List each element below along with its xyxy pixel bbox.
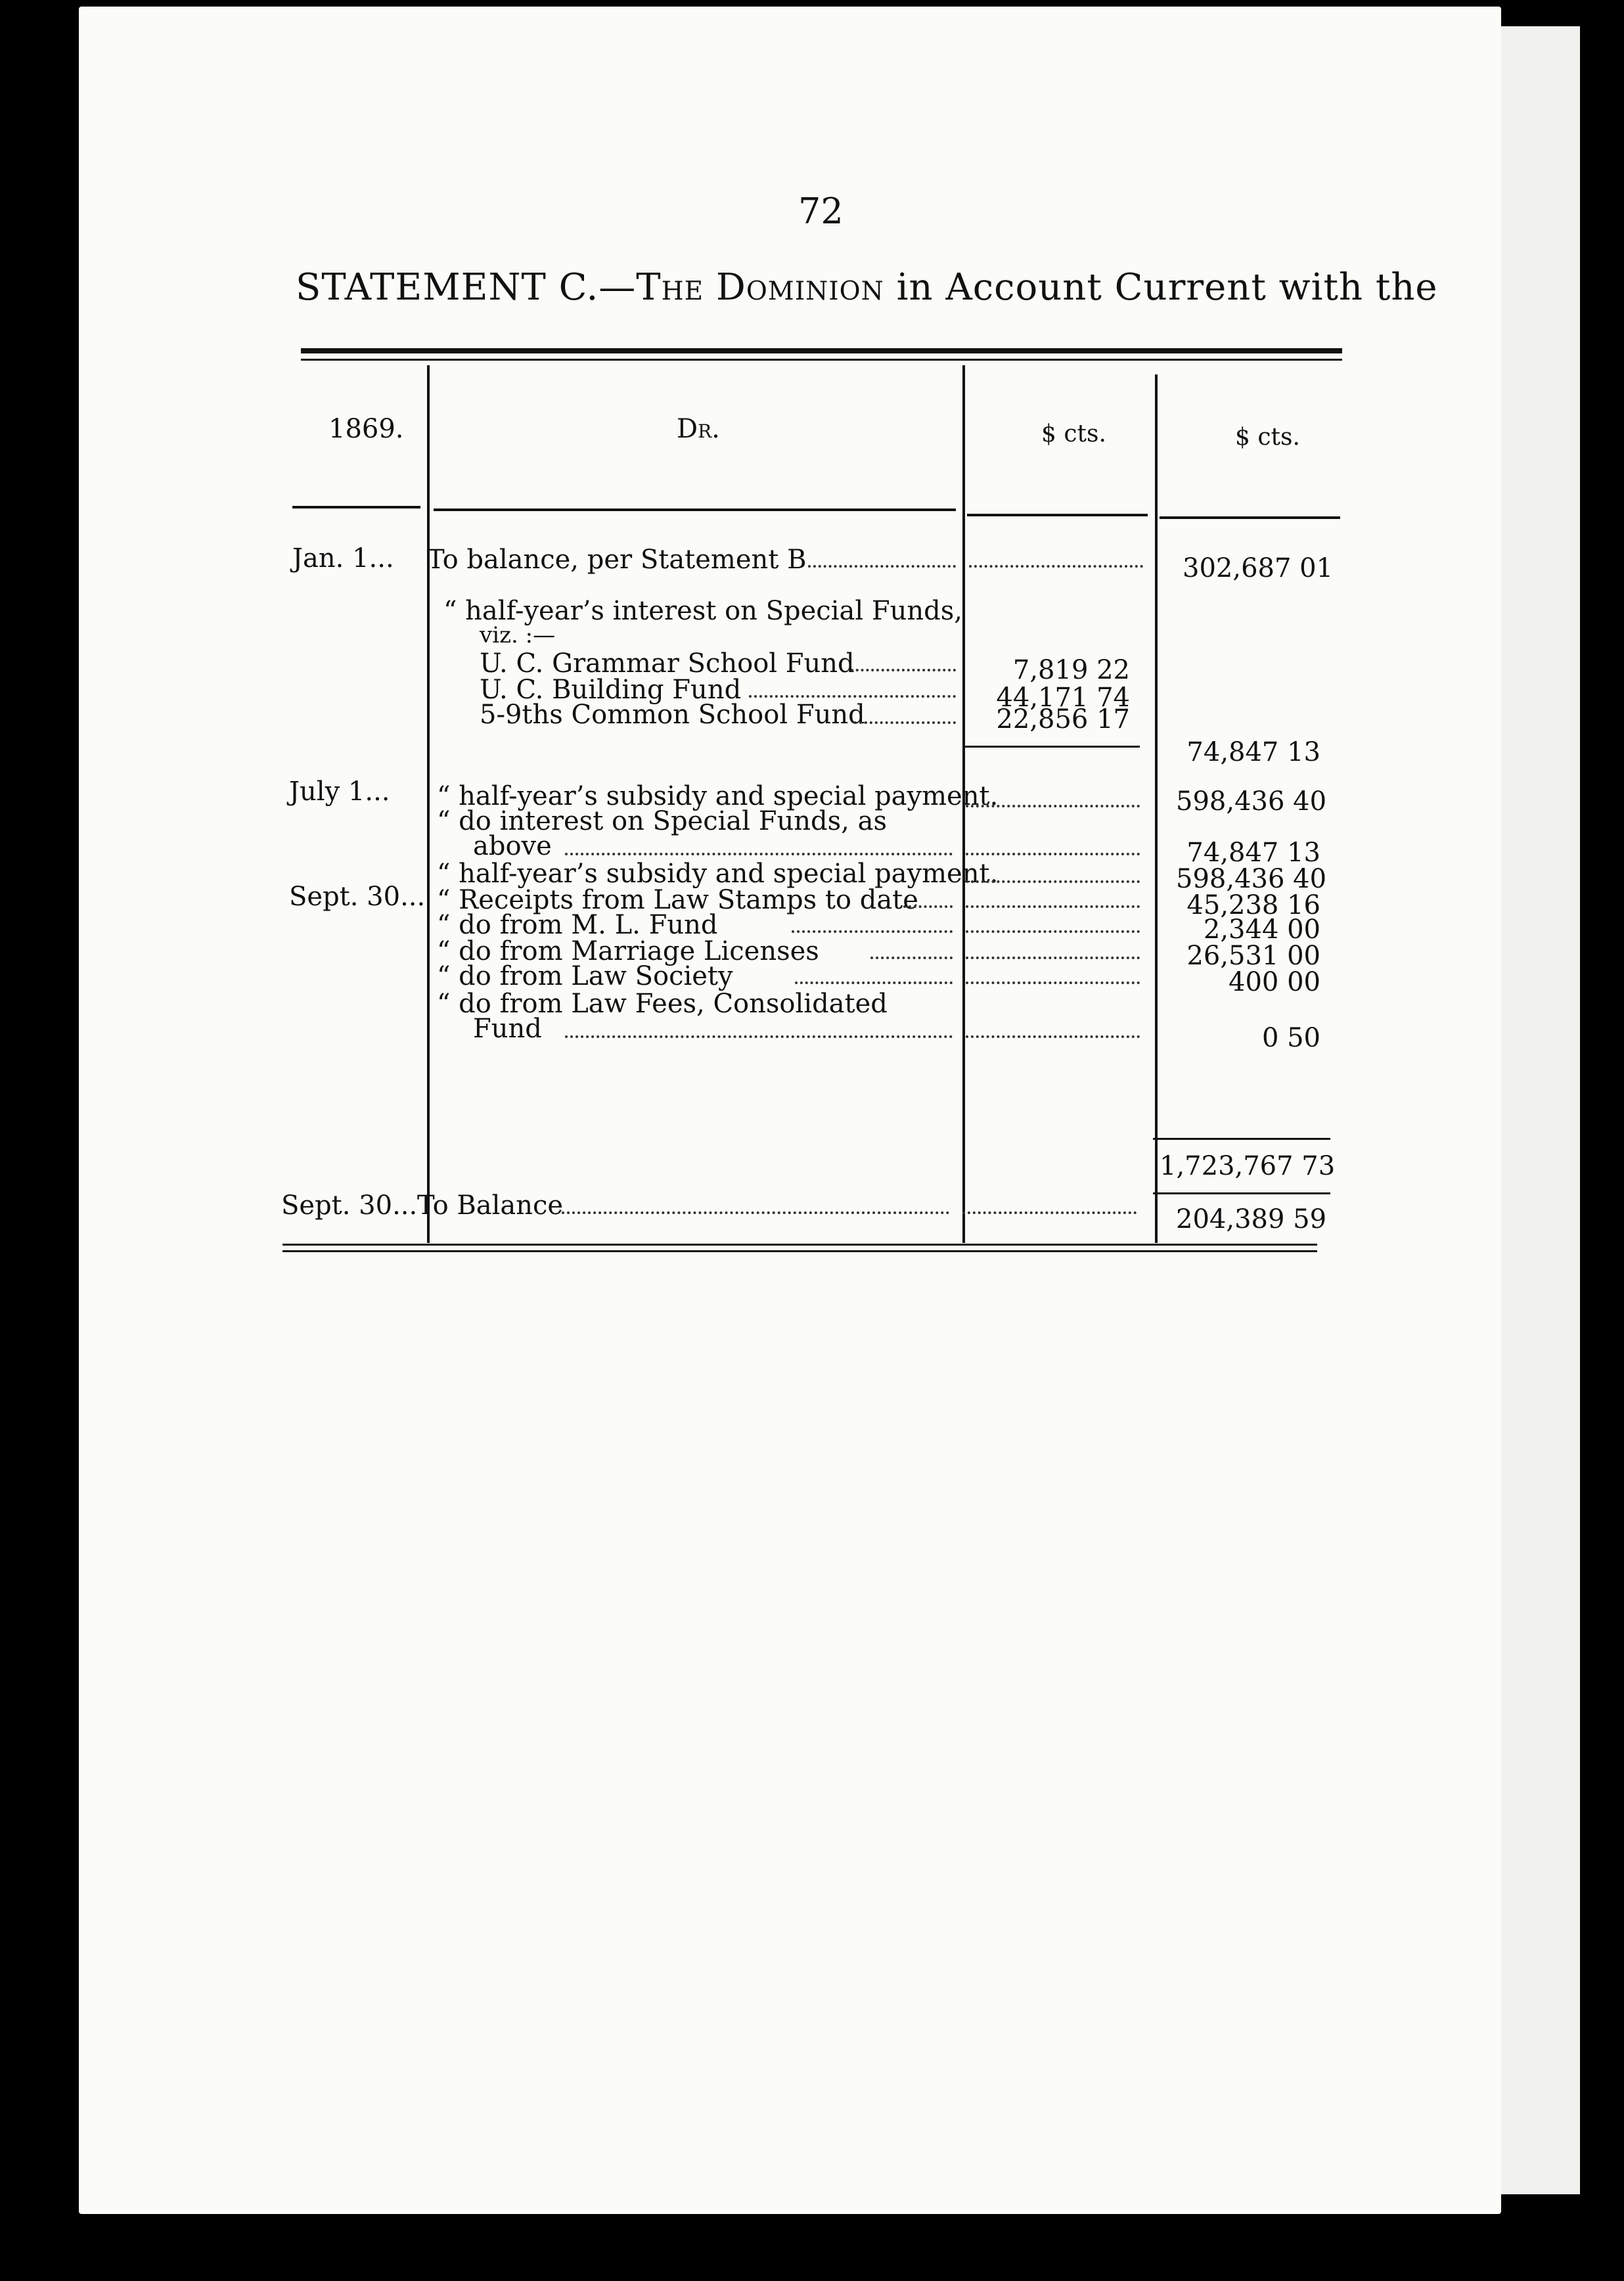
title-suffix: in Account Current with the [884, 266, 1438, 309]
col-divider-date [427, 365, 430, 1243]
leader-dots [854, 721, 956, 724]
header-rule-col1 [967, 514, 1148, 516]
amount-common-school: 22,856 17 [996, 704, 1130, 734]
row-text-interest: “ half-year’s interest on Special Funds, [443, 596, 962, 626]
leader-dots [795, 982, 953, 984]
amount-closing-balance: 204,389 59 [1176, 1204, 1327, 1234]
bottom-rule-1 [282, 1244, 1317, 1246]
leader-dots [565, 1035, 953, 1038]
leader-dots [969, 565, 1143, 568]
row-text-subsidy-july: “ half-year’s subsidy and special payment. [437, 781, 999, 811]
amount-law-stamps: 45,238 16 [1186, 890, 1320, 920]
leader-dots [966, 880, 1140, 883]
leader-dots [966, 853, 1140, 855]
amount-law-society: 400 00 [1229, 967, 1320, 997]
amount-law-fees: 0 50 [1261, 1023, 1320, 1053]
header-col2: $ cts. [1235, 424, 1300, 451]
amount-balance: 302,687 01 [1183, 553, 1334, 583]
leader-dots [808, 565, 956, 568]
amount-total: 1,723,767 73 [1160, 1151, 1336, 1181]
row-text-law-society: “ do from Law Society [437, 961, 733, 991]
amount-marriage-licenses: 26,531 00 [1186, 941, 1320, 971]
row-text-ml-fund: “ do from M. L. Fund [437, 910, 718, 940]
leader-dots [792, 930, 953, 933]
leader-dots [966, 1035, 1140, 1038]
row-text-fund: Fund [473, 1014, 542, 1044]
leader-dots [966, 982, 1140, 984]
leader-dots [966, 905, 1140, 908]
title-dominion: The Dominion [636, 266, 884, 309]
title-prefix: STATEMENT C.— [296, 266, 637, 309]
row-date-sept-final: Sept. 30... [281, 1190, 418, 1221]
leader-dots [903, 905, 953, 908]
leader-dots [870, 957, 953, 959]
row-text-interest-do: “ do interest on Special Funds, as [437, 806, 887, 836]
row-text-law-fees: “ do from Law Fees, Consolidated [437, 989, 888, 1019]
leader-dots [562, 1211, 949, 1214]
statement-title [296, 266, 1438, 309]
row-text-grammar-fund: U. C. Grammar School Fund [480, 648, 855, 679]
document-page [79, 7, 1501, 2214]
header-col1: $ cts. [1041, 420, 1106, 447]
total-rule-top [1153, 1138, 1330, 1140]
amount-grammar-fund: 7,819 22 [1012, 655, 1130, 685]
total-rule-bottom [1153, 1192, 1330, 1194]
row-text-viz: viz. :— [480, 622, 556, 648]
amount-interest-do: 74,847 13 [1186, 838, 1320, 868]
row-date-sept: Sept. 30... [289, 882, 426, 912]
amount-interest-subtotal: 74,847 13 [1186, 737, 1320, 767]
header-rule-desc [434, 508, 956, 511]
row-text-common-school: 5-9ths Common School Fund [480, 700, 865, 730]
leader-dots [966, 805, 1140, 807]
top-rule-thin [301, 359, 1342, 361]
leader-dots [966, 957, 1140, 959]
next-page-edge [1501, 26, 1580, 2194]
amount-subsidy-second: 598,436 40 [1176, 864, 1327, 894]
leader-dots [966, 930, 1140, 933]
row-text-marriage-licenses: “ do from Marriage Licenses [437, 936, 819, 966]
header-year: 1869. [328, 414, 404, 444]
leader-dots [962, 1211, 1137, 1214]
row-date-jan: Jan. 1... [292, 543, 394, 574]
row-date-july: July 1... [289, 777, 390, 807]
amount-building-fund: 44,171 74 [996, 683, 1130, 713]
subtotal-rule [962, 746, 1140, 748]
row-text-balance: To balance, per Statement B [427, 545, 807, 575]
header-rule-col2 [1160, 516, 1340, 519]
leader-dots [749, 695, 956, 698]
leader-dots [851, 669, 956, 671]
header-rule-date [292, 506, 420, 508]
row-text-above: above [473, 831, 552, 861]
row-text-subsidy-second: “ half-year’s subsidy and special payment. [437, 859, 999, 889]
header-dr: Dr. [677, 414, 720, 444]
page-number: 72 [798, 191, 844, 232]
bottom-rule-2 [282, 1250, 1317, 1252]
amount-ml-fund: 2,344 00 [1203, 915, 1320, 945]
amount-subsidy-july: 598,436 40 [1176, 786, 1327, 817]
top-rule-thick [301, 348, 1342, 353]
leader-dots [565, 853, 953, 855]
row-text-law-stamps: “ Receipts from Law Stamps to date [437, 885, 918, 915]
col-divider-amount [1155, 374, 1158, 1243]
row-text-building-fund: U. C. Building Fund [480, 675, 742, 705]
row-text-to-balance: To Balance [417, 1190, 564, 1221]
